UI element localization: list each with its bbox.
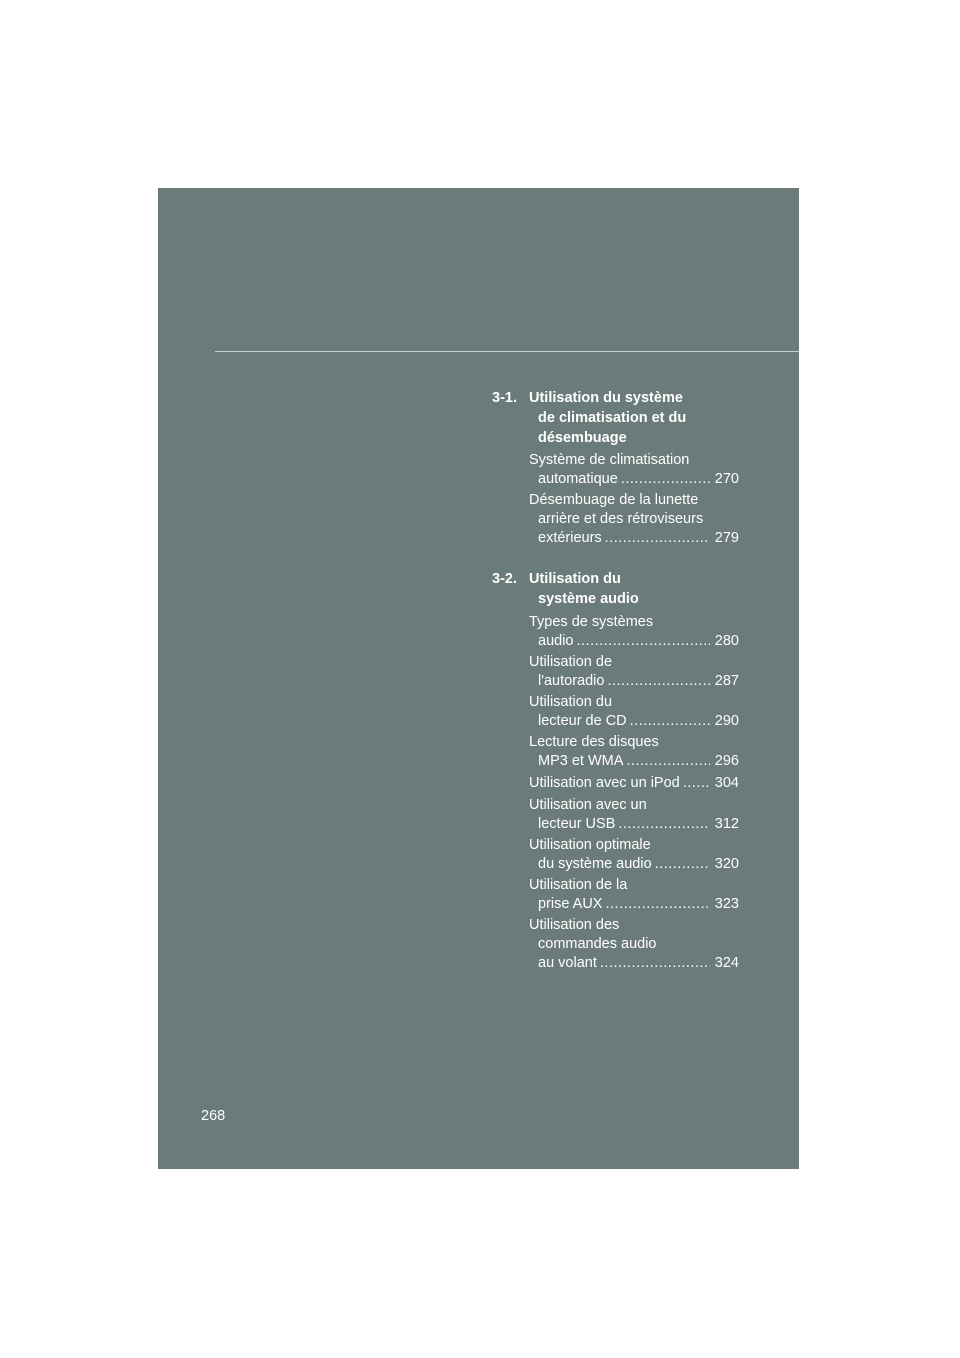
page-ref: 287	[714, 673, 739, 689]
section-title-line: désembuage	[538, 430, 627, 446]
entry-line: commandes audio	[538, 936, 657, 952]
page-number: 268	[201, 1108, 226, 1124]
page-ref: 304	[714, 775, 739, 791]
leader-dots	[576, 632, 710, 651]
entry-line: Lecture des disques	[529, 734, 659, 750]
entry-line: prise AUX	[538, 896, 603, 912]
entry-line: extérieurs	[538, 530, 602, 546]
toc-entry-commandes-volant[interactable]	[529, 916, 739, 973]
section-number: 3-1.	[492, 390, 517, 406]
entry-line: Utilisation des	[529, 917, 620, 933]
page-ref: 270	[714, 471, 739, 487]
entry-last-line	[529, 895, 739, 914]
leader-dots	[621, 470, 710, 489]
entry-line: arrière et des rétroviseurs	[538, 511, 704, 527]
leader-dots	[626, 752, 710, 771]
entry-last-line	[529, 855, 739, 874]
entry-line: MP3 et WMA	[538, 753, 624, 769]
section-number: 3-2.	[492, 571, 517, 587]
entry-line: Types de systèmes	[529, 614, 654, 630]
entry-line: Utilisation de	[529, 654, 613, 670]
entry-last-line	[529, 632, 739, 651]
entry-line: Utilisation avec un iPod	[529, 775, 680, 791]
leader-dots	[600, 954, 710, 973]
leader-dots	[630, 712, 710, 731]
entry-line: Désembuage de la lunette	[529, 492, 699, 508]
entry-last-line	[529, 470, 739, 489]
entry-last-line	[529, 672, 739, 691]
leader-dots	[655, 855, 710, 874]
page-ref: 279	[714, 530, 739, 546]
entry-line: Système de climatisation	[529, 452, 690, 468]
toc-entry-climatisation[interactable]	[529, 451, 739, 489]
leader-dots	[605, 895, 710, 914]
divider-rule	[215, 351, 799, 352]
toc-entry-utilisation-optimale[interactable]	[529, 836, 739, 874]
page-ref: 323	[714, 896, 739, 912]
page-ref: 296	[714, 753, 739, 769]
entry-line: Utilisation du	[529, 694, 613, 710]
entry-last-line	[529, 954, 739, 973]
section-title-line: Utilisation du	[529, 571, 621, 587]
section-title-line: de climatisation et du	[538, 410, 687, 426]
page-ref: 290	[714, 713, 739, 729]
toc-entry-usb[interactable]	[529, 796, 739, 834]
toc-entry-mp3-wma[interactable]	[529, 733, 739, 771]
entry-last-line	[529, 774, 739, 793]
entry-line: lecteur USB	[538, 816, 616, 832]
toc-entry-autoradio[interactable]	[529, 653, 739, 691]
page-ref: 324	[714, 955, 739, 971]
entry-last-line	[529, 752, 739, 771]
section-title-line: système audio	[538, 591, 639, 607]
toc-entry-types-systemes[interactable]	[529, 613, 739, 651]
toc-entry-ipod[interactable]	[529, 774, 739, 793]
leader-dots	[605, 529, 710, 548]
leader-dots	[618, 815, 710, 834]
toc-entry-prise-aux[interactable]	[529, 876, 739, 914]
page-ref: 320	[714, 856, 739, 872]
entry-line: automatique	[538, 471, 618, 487]
entry-line: l'autoradio	[538, 673, 605, 689]
toc-entry-lecteur-cd[interactable]	[529, 693, 739, 731]
entry-last-line	[529, 712, 739, 731]
entry-line: audio	[538, 633, 574, 649]
entry-last-line	[529, 815, 739, 834]
entry-line: Utilisation optimale	[529, 837, 651, 853]
entry-line: au volant	[538, 955, 597, 971]
page-ref: 312	[714, 816, 739, 832]
entry-line: lecteur de CD	[538, 713, 627, 729]
section-title	[529, 388, 739, 448]
leader-dots	[683, 774, 710, 793]
section-title-line: Utilisation du système	[529, 390, 683, 406]
page-ref: 280	[714, 633, 739, 649]
entry-line: Utilisation avec un	[529, 797, 647, 813]
section-title	[529, 569, 739, 609]
entry-last-line	[529, 529, 739, 548]
entry-line: Utilisation de la	[529, 877, 628, 893]
entry-line: du système audio	[538, 856, 652, 872]
leader-dots	[607, 672, 710, 691]
toc-entry-desembuage[interactable]	[529, 491, 739, 548]
